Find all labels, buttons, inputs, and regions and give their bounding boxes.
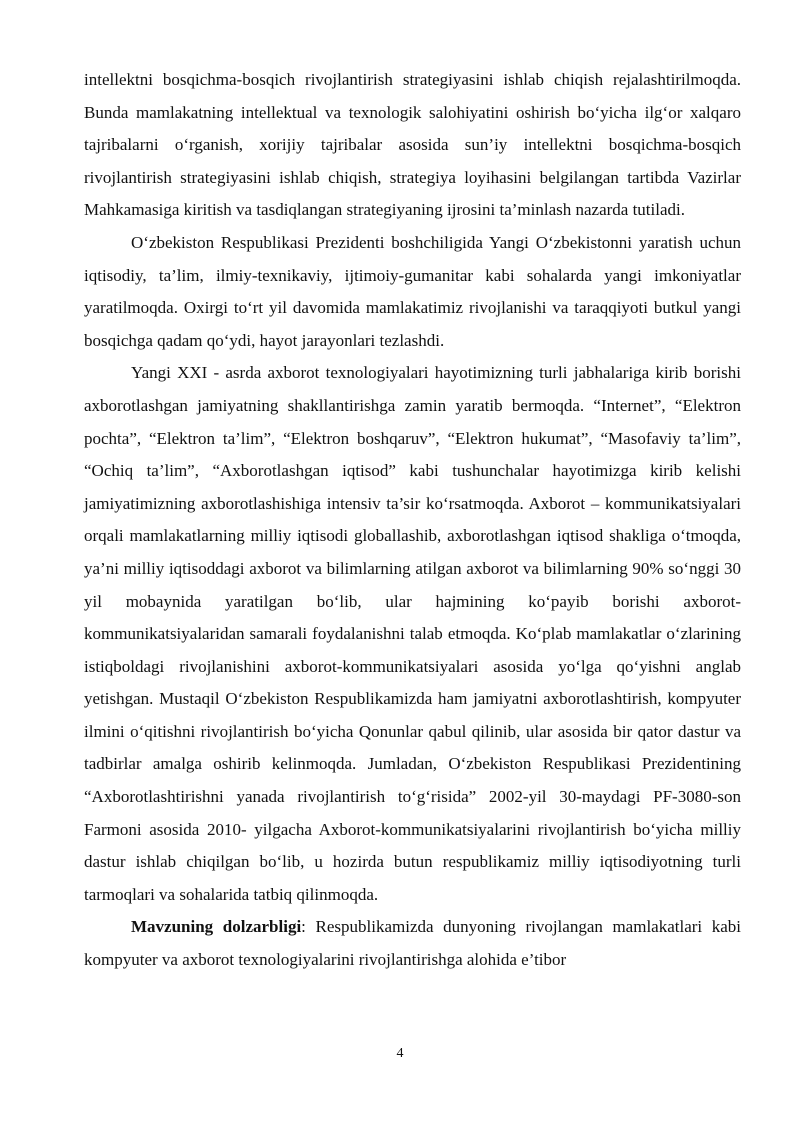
topic-relevance-separator: : [301,917,316,937]
topic-relevance-heading: Mavzuning dolzarbligi [131,917,302,937]
page-number: 4 [396,1046,404,1061]
paragraph-new-uzbekistan: O‘zbekiston Respublikasi Prezidenti boshchiligida Yangi O‘zbekistonni yaratish uchun iqtisodiy, ta’lim, ilmiy-texnikaviy, ijtimoiy-gumanitar kabi sohalarda yangi imkoniyatlar yaratilmoqda. Oxirgi to‘rt yil davomida mamlakatimiz rivojlanishi va taraqqiyoti butkul yangi bosqichga qadam qo‘ydi, hayot jarayonlari tezlashdi. [84,232,741,350]
paragraph-topic-relevance [84,911,741,976]
topic-relevance-text: Respublikamizda dunyoning rivojlangan mamlakatlari kabi kompyuter va axborot texnologiyalarini rivojlantirishga alohida e’tibor [84,917,741,970]
paragraph-information-technologies: Yangi XXI - asrda axborot texnologiyalari hayotimizning turli jabhalariga kirib borishi axborotlashgan jamiyatning shakllantirishga zamin yaratib bermoqda. “Internet”, “Elektron pochta”, “Elektron ta’lim”, “Elektron boshqaruv”, “Elektron hukumat”, “Masofaviy ta’lim”, “Ochiq ta’lim”, “Axborotlashgan iqtisod” kabi tushunchalar hayotimizga kirib kelishi jamiyatimizning axborotlashishiga intensiv ta’sir ko‘rsatmoqda. Axborot – kommunikatsiyalari orqali mamlakatlarning milliy iqtisodi globallashib, axborotlashgan iqtisod shakliga o‘tmoqda, ya’ni milliy iqtisoddagi axborot va bilimlarning atilgan axborot va bilimlarning 90% so‘nggi 30 yil mobaynida yaratilgan bo‘lib, ular hajmining ko‘payib borishi axborot- kommunikatsiyalaridan samarali foydalanishni talab etmoqda. Ko‘plab mamlakatlar o‘zlarining istiqboldagi rivojlanishini axborot-kommunikatsiyalari asosida yo‘lga qo‘yishni anglab yetishgan. Mustaqil O‘zbekiston Respublikamizda ham jamiyatni axborotlashtirish, kompyuter ilmini o‘qitishni rivojlantirish bo‘yicha Qonunlar qabul qilinib, ular asosida bir qator dastur va tadbirlar amalga oshirib kelinmoqda. Jumladan, O‘zbekiston Respublikasi Prezidentining “Axborotlashtirishni yanada rivojlantirish to‘g‘risida” 2002-yil 30-maydagi PF-3080-son Farmoni asosida 2010- yilgacha Axborot-kommunikatsiyalarini rivojlantirish bo‘yicha milliy dastur ishlab chiqilgan bo‘lib, u hozirda butun respublikamiz milliy iqtisodiyotning turli tarmoqlari va sohalarida tatbiq qilinmoqda. [84,363,741,904]
paragraph-strategy-continuation: intellektni bosqichma-bosqich rivojlantirish strategiyasini ishlab chiqish rejalashtirilmoqda. Bunda mamlakatning intellektual va texnologik salohiyatini oshirish bo‘yicha ilg‘or xalqaro tajribalarni o‘rganish, xorijiy tajribalar asosida sun’iy intellektni bosqichma-bosqich rivojlantirish strategiyasini ishlab chiqish, strategiya loyihasini belgilangan tartibda Vazirlar Mahkamasiga kiritish va tasdiqlangan strategiyaning ijrosini ta’minlash nazarda tutiladi. [84,70,741,220]
document-body [84,64,741,977]
